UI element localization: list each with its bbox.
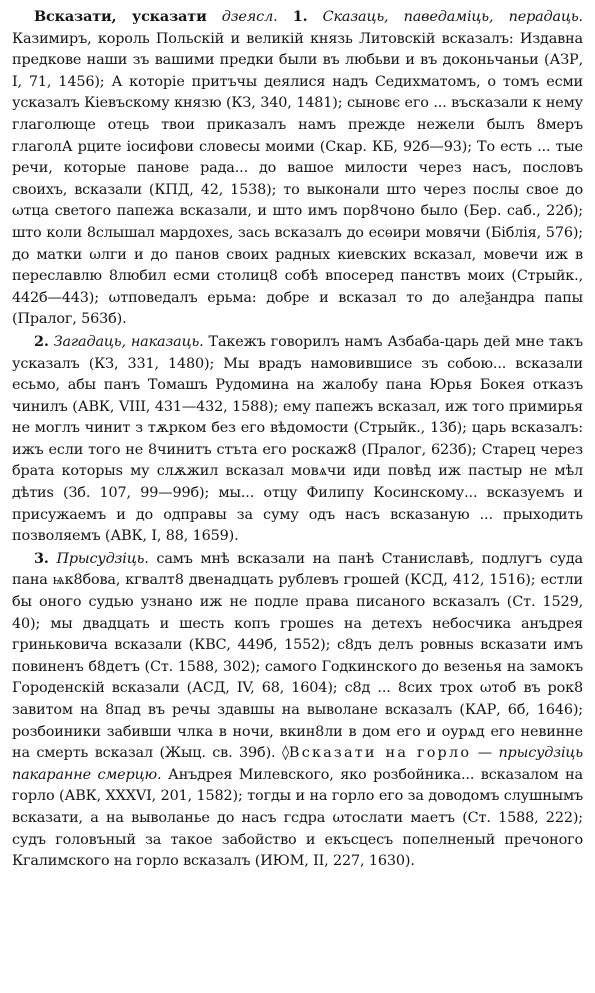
sense-citations-1: Казимиръ, король Польскій и великій князь Литовскій всказалъ: Издавна предкове наши зъ вашими предки были въ любьви и въ доконьчаньи (АЗР, I, 71, 1456); А которіе притъчы деялися надъ Седихматомъ, о томъ есми усказалъ Кіевъскому князю (КЗ, 340, 1481); сыновє его ... въсказали к нему глаголюще отець твои приказалъ намъ прежде нежели былъ 8меръ глаголА рците іосифови словесы моими (Скар. КБ, 92б—93); То есть ... тые речи, которые панове рада... до вашое милости через насъ, пословъ своихъ, всказали (КПД, 42, 1538); то выконали што через послы свое до ωтца светого папежа всказали, и што имъ пор8чоно было (Бер. саб., 22б); што коли 8слышал мардохеѕ, зась всказалъ до есѳири мовячи (Біблія, 576); до матки ωлги и до панов своих радных киевских всказал, мовечи иж в переславлю 8любил есми столиц8 собѣ впосеред панствъ моих (Стрыйк., 442б—443); ωтповедалъ ерьма: добре и всказал то до алеѯандра папы (Пралог, 563б). (12, 30, 583, 328)
sense-gloss-1: Сказаць, паведаміць, перадаць. (322, 9, 583, 25)
headword: Всказати, усказати (34, 8, 207, 25)
sense-gloss-2: Загадаць, наказаць. (53, 333, 204, 350)
grammar-label: дзеясл. (221, 9, 278, 25)
idiom-diamond-marker: ◊ (281, 745, 289, 762)
idiom-citations: Анъдрея Милевского, яко розбойника... всказалом на горло (АВК, XXXVI, 201, 1582); тогды и на горло его за доводомъ слушнымъ всказати, а на выволанье до насъ гсдра ωтослати маетъ (Ст. 1588, 222); судъ головъный за такое забойство и екъсцесъ попелненый пречоного Кгалимского на горло всказалъ (ИЮМ, II, 227, 1630). (12, 766, 583, 870)
entry-sense-3 (12, 548, 583, 873)
idiom-dash: — (477, 745, 492, 762)
idiom-phrase: Всказати на горло (288, 745, 472, 762)
idiom-gloss: прысудзіць пакаранне смерцю. (12, 745, 583, 783)
sense-citations-3: самъ мнѣ всказали на панѣ Станиславѣ, подлугъ суда пана ѩк8бова, кгвалт8 двенадцать рублевъ грошей (КСД, 412, 1516); естли бы оного судью узнано иж не подле права писаного всказалъ (Ст. 1529, 40); мы двадцать и шесть копъ грошеѕ на детехъ небосчика анъдрея гриньковича всказали (КВС, 449б, 1552); с8дъ делъ ровныѕ всказати имъ повиненъ б8детъ (Ст. 1588, 302); самого Годкинского до везенья на замокъ Городенскій всказали (АСД, IV, 68, 1604); с8д ... 8сих трох ωтоб въ рок8 завитом на 8пад въ речы здавшы на выволане всказалъ (КАР, 6б, 1646); розбоиники забивши члка в ночи, вкин8ли в дом его и оурѧд его невинне на смерть всказал (Жыц. св. 39б). (12, 550, 583, 762)
sense-gloss-3: Прысудзіць. (56, 550, 149, 567)
sense-number-1: 1. (292, 8, 308, 25)
sense-number-2: 2. (34, 332, 49, 350)
sense-number-3: 3. (34, 549, 49, 567)
sense-citations-2: Такежъ говорилъ намъ Азбаба-царь дей мне такъ усказалъ (КЗ, 331, 1480); Мы врадъ намовившисе зъ собою... всказали есьмо, абы панъ Томашъ Рудомина на жалобу пана Юрья Бокея отказъ чинилъ (АВК, VIII, 431—432, 1588); ему папежъ всказал, иж того примирья не моглъ чинит з тѫрком без его вѣдомости (Стрыйк., 13б); царь всказалъ: ижъ если того не 8чинитъ стъта его роскаж8 (Пралог, 623б); Старец через брата которыѕ му слѫжил всказал мовѧчи иди повѣд иж пастыр не мѣл дѣтиѕ (Зб. 107, 99—99б); мы... отцу Филипу Косинскому... всказуемъ и присужаемъ и до одправы за суму одъ насъ всказаную ... прыходить позволяемъ (АВК, I, 88, 1659). (12, 333, 583, 545)
entry-sense-1 (12, 6, 583, 331)
entry-sense-2 (12, 331, 583, 548)
